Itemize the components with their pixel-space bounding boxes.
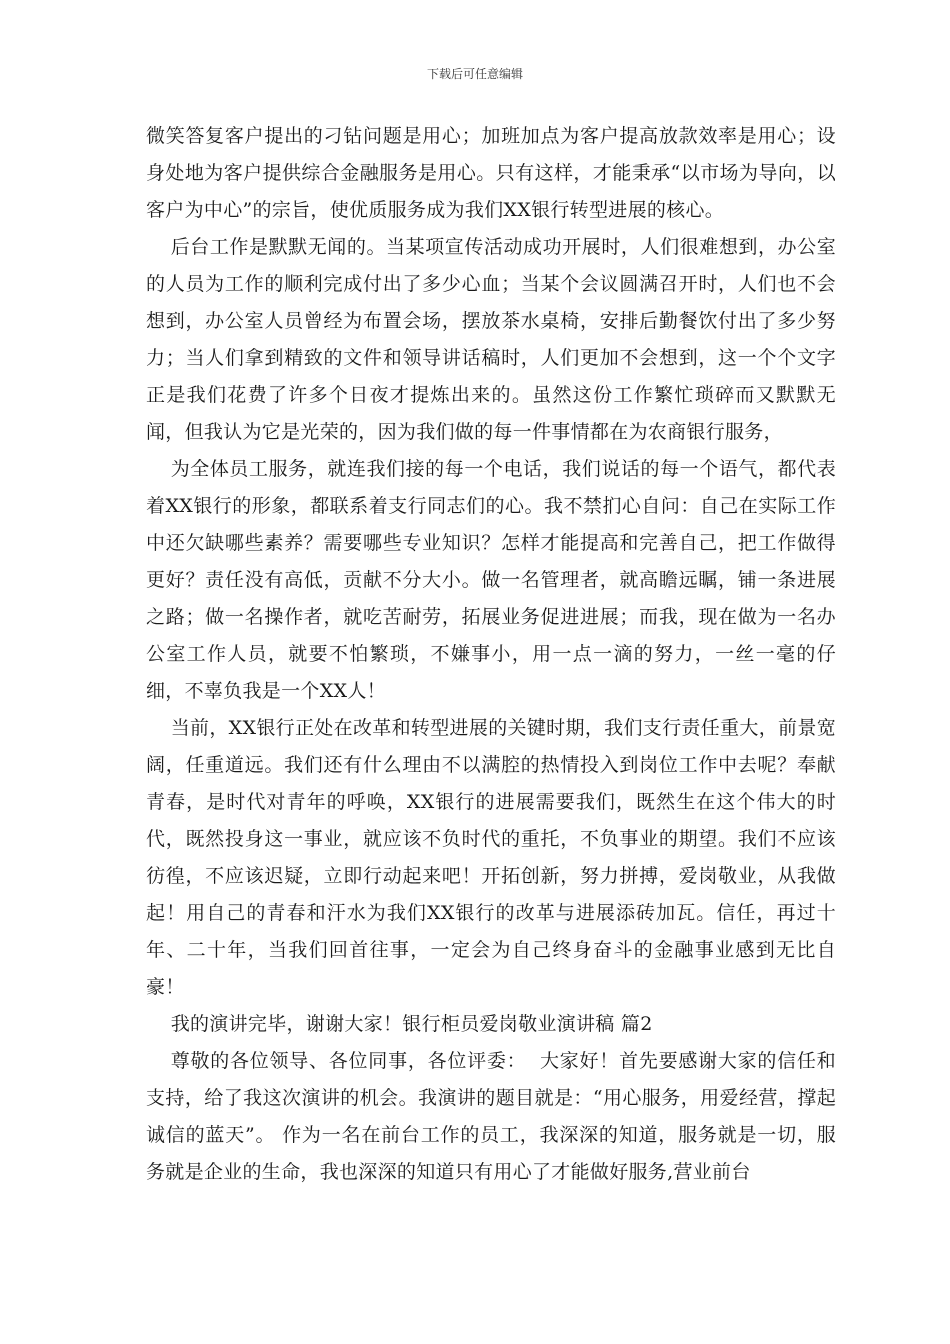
paragraph-1: 微笑答复客户提出的刁钻问题是用心；加班加点为客户提高放款效率是用心；设身处地为客户提供综合金融服务是用心。只有这样，才能秉承“以市场为导向，以客户为中心”的宗旨，使优质服务成为我们XX银行转型进展的核心。	[146, 125, 836, 221]
paragraph-5: 我的演讲完毕，谢谢大家！银行柜员爱岗敬业演讲稿 篇2	[170, 1013, 653, 1035]
paragraph-2: 后台工作是默默无闻的。当某项宣传活动成功开展时，人们很难想到，办公室的人员为工作的顺利完成付出了多少心血；当某个会议圆满召开时，人们也不会想到，办公室人员曾经为布置会场，摆放茶水桌椅，安排后勤餐饮付出了多少努力；当人们拿到精致的文件和领导讲话稿时，人们更加不会想到，这一个个文字正是我们花费了许多个日夜才提炼出来的。虽然这份工作繁忙琐碎而又默默无闻，但我认为它是光荣的，因为我们做的每一件事情都在为农商银行服务，	[146, 236, 836, 443]
paragraph-6: 尊敬的各位领导、各位同事，各位评委： 大家好！首先要感谢大家的信任和支持，给了我这次演讲的机会。我演讲的题目就是：“用心服务，用爱经营，撑起诚信的蓝天”。 作为一名在前台工作的员工，我深深的知道，服务就是一切，服务就是企业的生命，我也深深的知道只有用心了才能做好服务,营业前台	[146, 1050, 836, 1183]
paragraph-3: 为全体员工服务，就连我们接的每一个电话，我们说话的每一个语气，都代表着XX银行的形象，都联系着支行同志们的心。我不禁扪心自问：自己在实际工作中还欠缺哪些素养？需要哪些专业知识？怎样才能提高和完善自己，把工作做得更好？责任没有高低，贡献不分大小。做一名管理者，就高瞻远瞩，铺一条进展之路；做一名操作者，就吃苦耐劳，拓展业务促进进展；而我，现在做为一名办公室工作人员，就要不怕繁琐，不嫌事小，用一点一滴的努力，一丝一毫的仔细，不辜负我是一个XX人！	[146, 458, 836, 702]
page-header: 下载后可任意编辑	[426, 67, 523, 81]
paragraph-4: 当前，XX银行正处在改革和转型进展的关键时期，我们支行责任重大，前景宽阔，任重道远。我们还有什么理由不以满腔的热情投入到岗位工作中去呢？奉献青春，是时代对青年的呼唤，XX银行的进展需要我们，既然生在这个伟大的时代，既然投身这一事业，就应该不负时代的重托，不负事业的期望。我们不应该彷徨，不应该迟疑，立即行动起来吧！开拓创新，努力拼搏，爱岗敬业，从我做起！用自己的青春和汗水为我们XX银行的改革与进展添砖加瓦。信任，再过十年、二十年，当我们回首往事，一定会为自己终身奋斗的金融事业感到无比自豪！	[146, 717, 836, 998]
document-body	[146, 118, 836, 1191]
